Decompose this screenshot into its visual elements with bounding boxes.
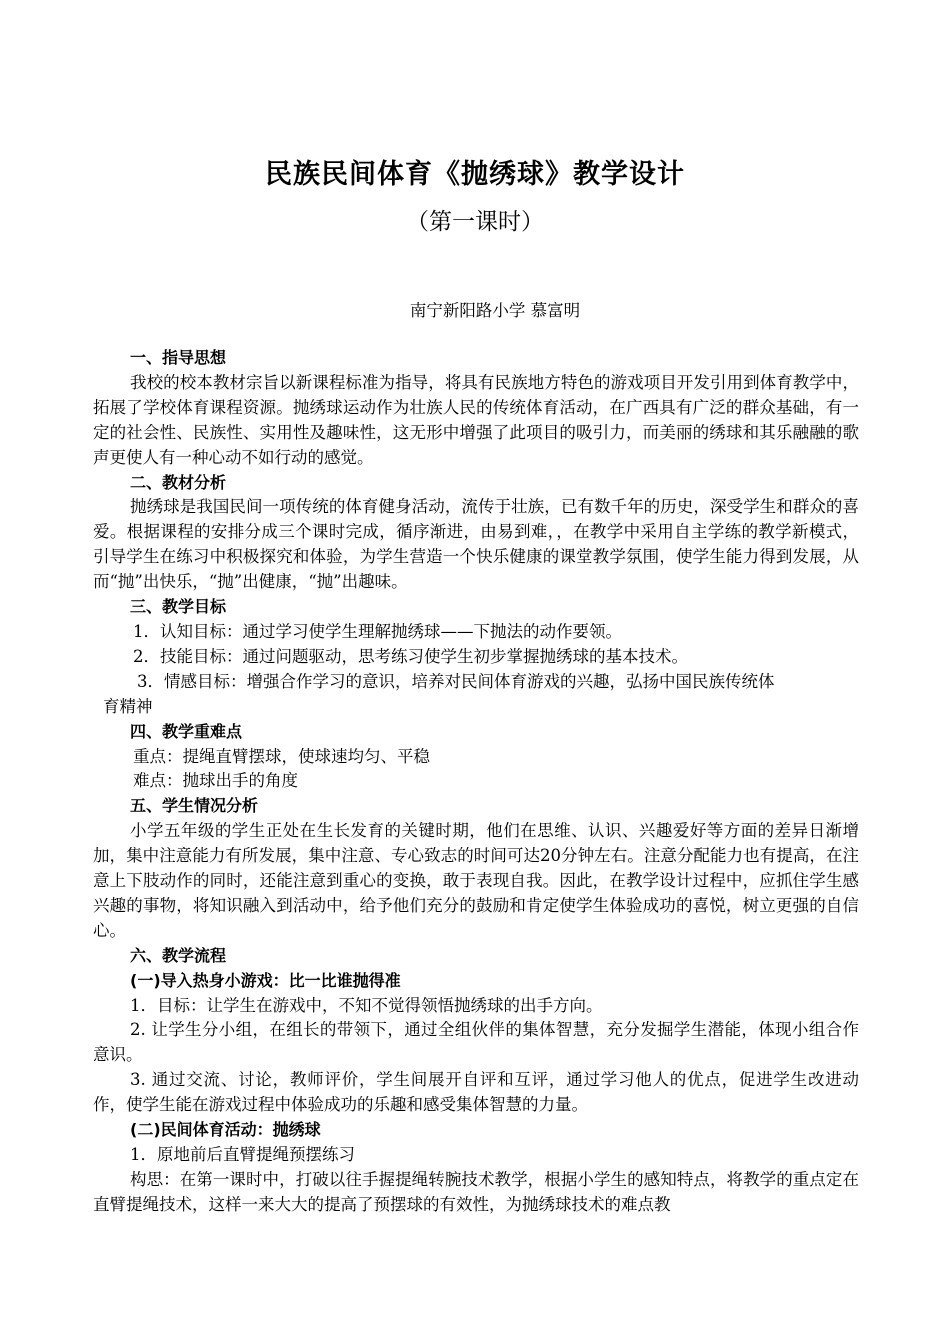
section-heading-teaching-process: 六、教学流程 xyxy=(130,945,227,965)
folk-sport-item-1: 1．原地前后直臂提绳预摆练习 xyxy=(130,1145,355,1164)
difficult-point: 难点：抛球出手的角度 xyxy=(133,771,298,791)
warmup-item-1: 1．目标：让学生在游戏中，不知不觉得领悟抛绣球的出手方向。 xyxy=(130,995,603,1015)
paragraph-material-analysis: 抛绣球是我国民间一项传统的体育健身活动，流传于壮族，已有数千年的历史，深受学生和群众的喜爱。根据课程的安排分成三个课时完成，循序渐进，由易到难，，在教学中采用自主学练的教学新模式，引导学生在练习中积极探究和体验，为学生营造一个快乐健康的课堂教学氛围，使学生能力得到发展，从而“抛”出快乐，“抛”出健康，“抛”出趣味。 xyxy=(93,497,859,592)
goal-item-emotion-continued: 育精神 xyxy=(103,696,153,716)
goal-item-cognitive: 1．认知目标：通过学习使学生理解抛绣球——下抛法的动作要领。 xyxy=(133,621,622,641)
folk-sport-idea: 构思：在第一课时中，打破以往手握提绳转腕技术教学，根据小学生的感知特点，将教学的重点定在直臂提绳技术，这样一来大大的提高了预摆球的有效性，为抛绣球技术的难点教 xyxy=(93,1169,859,1214)
author-line: 南宁新阳路小学 慕富明 xyxy=(409,301,581,320)
subsection-heading-warmup-game: (一)导入热身小游戏：比一比谁抛得准 xyxy=(130,970,401,990)
section-heading-student-analysis: 五、学生情况分析 xyxy=(130,796,259,816)
section-heading-guiding-ideology: 一、指导思想 xyxy=(130,348,227,367)
section-heading-key-difficult-points: 四、教学重难点 xyxy=(130,721,243,741)
subsection-heading-folk-sport: (二)民间体育活动：抛绣球 xyxy=(130,1120,321,1140)
key-point: 重点：提绳直臂摆球，使球速均匀、平稳 xyxy=(133,746,430,766)
goal-item-emotion: 3．情感目标：增强合作学习的意识，培养对民间体育游戏的兴趣，弘扬中国民族传统体 xyxy=(137,671,775,691)
paragraph-guiding-ideology: 我校的校本教材宗旨以新课程标准为指导，将具有民族地方特色的游戏项目开发引用到体育教学中，拓展了学校体育课程资源。抛绣球运动作为壮族人民的传统体育活动，在广西具有广泛的群众基础，有一定的社会性、民族性、实用性及趣味性，这无形中增强了此项目的吸引力，而美丽的绣球和其乐融融的歌声更使人有一种心动不如行动的感觉。 xyxy=(93,372,859,467)
document-subtitle: （第一课时） xyxy=(406,209,544,235)
section-heading-material-analysis: 二、教材分析 xyxy=(130,472,227,492)
document-body xyxy=(93,346,859,1218)
warmup-item-3: 3. 通过交流、讨论，教师评价，学生间展开自评和互评，通过学习他人的优点，促进学生改进动作，使学生能在游戏过程中体验成功的乐趣和感受集体智慧的力量。 xyxy=(93,1070,859,1115)
warmup-item-2: 2. 让学生分小组，在组长的带领下，通过全组伙伴的集体智慧，充分发掘学生潜能，体现小组合作意识。 xyxy=(93,1020,859,1065)
document-title: 民族民间体育《抛绣球》教学设计 xyxy=(265,159,685,190)
paragraph-student-analysis: 小学五年级的学生正处在生长发育的关键时期，他们在思维、认识、兴趣爱好等方面的差异日渐增加，集中注意能力有所发展，集中注意、专心致志的时间可达20分钟左右。注意分配能力也有提高，在注意上下肢动作的同时，还能注意到重心的变换，敢于表现自我。因此，在教学设计过程中，应抓住学生感兴趣的事物，将知识融入到活动中，给予他们充分的鼓励和肯定使学生体验成功的喜悦，树立更强的自信心。 xyxy=(93,821,859,940)
section-heading-teaching-goals: 三、教学目标 xyxy=(130,597,227,617)
goal-item-skill: 2．技能目标：通过问题驱动，思考练习使学生初步掌握抛绣球的基本技术。 xyxy=(133,646,688,666)
